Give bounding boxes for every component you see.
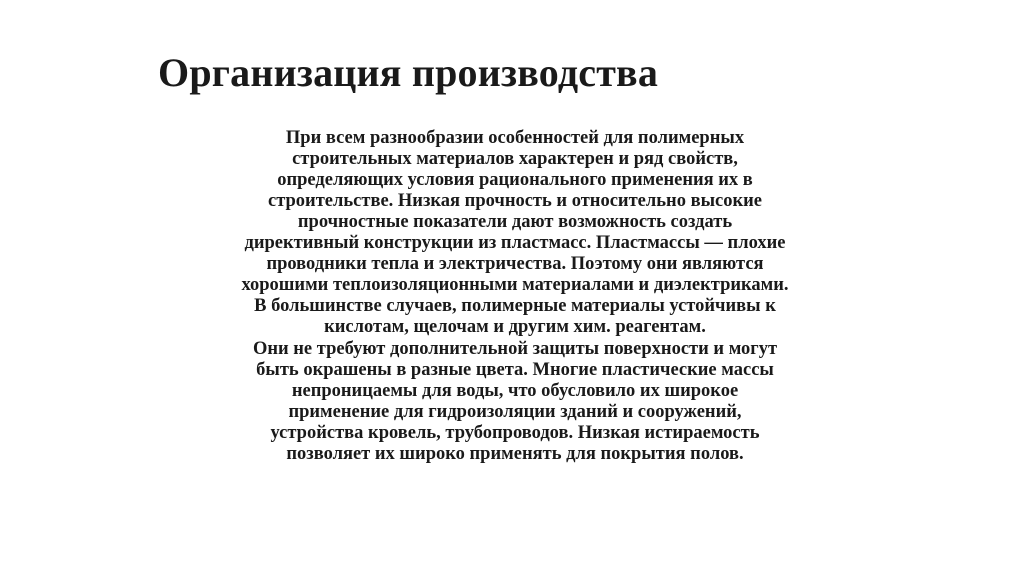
- text-line: строительстве. Низкая прочность и относительно высокие: [267, 191, 763, 211]
- text-line: строительных материалов характерен и ряд свойств,: [292, 149, 738, 169]
- text-line: устройства кровель, трубопроводов. Низкая истираемость: [270, 423, 760, 443]
- text-line: непроницаемы для воды, что обусловило их широкое: [291, 381, 739, 401]
- text-line: В большинстве случаев, полимерные материалы устойчивы к: [254, 296, 776, 316]
- text-line: При всем разнообразии особенностей для полимерных: [285, 128, 745, 148]
- text-line: кислотам, щелочам и другим хим. реагентам.: [324, 317, 706, 337]
- text-line: применение для гидроизоляции зданий и сооружений,: [288, 402, 742, 422]
- text-line: определяющих условия рационального применения их в: [277, 170, 753, 190]
- text-line: Они не требуют дополнительной защиты поверхности и могут: [252, 339, 778, 359]
- text-line: директивный конструкции из пластмасс. Пластмассы — плохие: [244, 233, 786, 253]
- paragraph-2: [120, 339, 910, 465]
- slide-body: [120, 128, 910, 465]
- text-line: прочностные показатели дают возможность создать: [297, 212, 733, 232]
- paragraph-1: [120, 128, 910, 338]
- text-line: быть окрашены в разные цвета. Многие пластические массы: [256, 360, 774, 380]
- slide-title: Организация производства: [158, 50, 659, 95]
- text-line: позволяет их широко применять для покрытия полов.: [286, 444, 744, 464]
- text-line: хорошими теплоизоляционными материалами и диэлектриками.: [241, 275, 789, 295]
- text-line: проводники тепла и электричества. Поэтому они являются: [266, 254, 764, 274]
